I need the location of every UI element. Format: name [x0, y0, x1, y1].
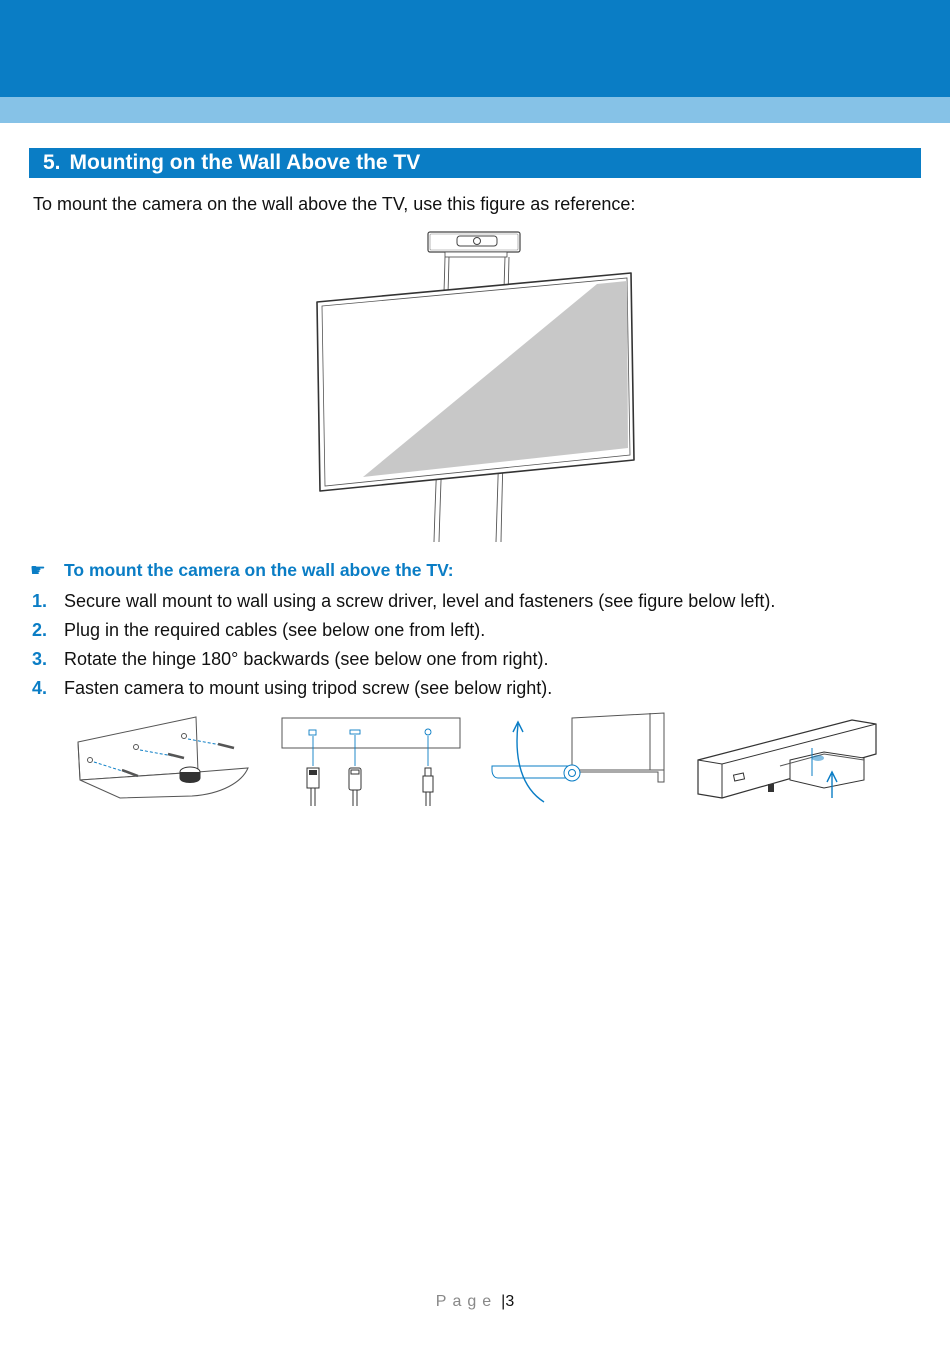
header-band — [0, 0, 950, 97]
step-item — [32, 645, 775, 674]
tv-illustration — [317, 273, 634, 491]
tripod-screw-figure — [694, 714, 880, 808]
pointing-hand-icon: ☛ — [30, 560, 46, 580]
page-separator: | — [501, 1293, 506, 1310]
page-footer — [0, 1290, 950, 1314]
tv-mount-figure — [305, 226, 645, 546]
section-heading — [29, 148, 921, 178]
wall-mount-screws-figure — [72, 712, 252, 804]
step-number: 4. — [32, 678, 48, 698]
step-item — [32, 616, 775, 645]
page-number: 3 — [505, 1293, 515, 1310]
rotate-hinge-figure — [488, 710, 670, 806]
step-text: Secure wall mount to wall using a screw driver, level and fasteners (see figure below left). — [64, 591, 776, 611]
step-item — [32, 674, 775, 703]
camera-illustration — [428, 232, 520, 257]
step-text: Plug in the required cables (see below one from left). — [64, 620, 486, 640]
step-number: 3. — [32, 649, 48, 669]
steps-list — [32, 587, 775, 703]
step-number: 1. — [32, 591, 48, 611]
section-number: 5. — [43, 151, 61, 174]
intro-paragraph: To mount the camera on the wall above the TV, use this figure as reference: — [33, 194, 636, 214]
procedure-title-text: To mount the camera on the wall above the TV: — [64, 560, 454, 580]
header-subband — [0, 97, 950, 123]
step-number: 2. — [32, 620, 48, 640]
procedure-title — [30, 558, 454, 582]
step-item — [32, 587, 775, 616]
step-text: Fasten camera to mount using tripod screw (see below right). — [64, 678, 553, 698]
cable-plugging-figure — [278, 714, 464, 808]
step-text: Rotate the hinge 180° backwards (see below one from right). — [64, 649, 549, 669]
section-title: Mounting on the Wall Above the TV — [69, 151, 421, 174]
page-word: Page — [435, 1293, 498, 1310]
